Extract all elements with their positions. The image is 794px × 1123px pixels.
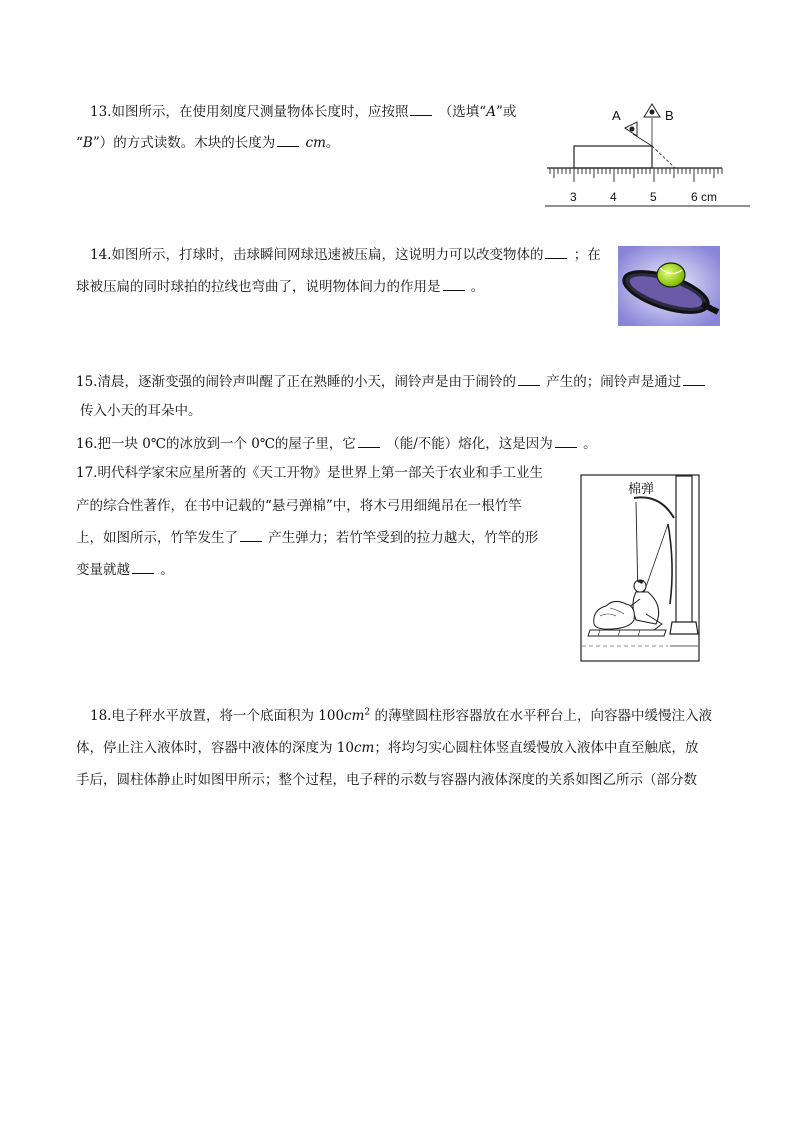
q17-line-4 xyxy=(76,559,174,580)
tick-label-5: 5 xyxy=(650,190,657,204)
q13-option-b: B xyxy=(82,135,93,151)
q18-area-value: 100 xyxy=(318,708,345,724)
q13-text: “ xyxy=(76,135,83,151)
q13-text: ”或 xyxy=(495,104,517,120)
q18-unit: cm xyxy=(353,740,375,756)
q13-line-1 xyxy=(90,101,516,122)
q13-unit: cm xyxy=(305,135,326,151)
label-a: A xyxy=(612,108,621,123)
q15-line-1 xyxy=(76,371,707,392)
tick-label-3: 3 xyxy=(570,190,577,204)
q15-blank-2[interactable] xyxy=(683,371,705,386)
q15-blank-1[interactable] xyxy=(518,371,540,386)
q17-text: 产生弹力；若竹竿受到的拉力越大，竹竿的形 xyxy=(268,530,539,546)
ruler-figure xyxy=(545,96,755,211)
q17-line-3 xyxy=(76,527,538,548)
q17-line-1 xyxy=(76,463,543,483)
q16-blank-2[interactable] xyxy=(555,433,577,448)
label-b: B xyxy=(665,108,674,123)
q17-line-2 xyxy=(76,496,522,516)
q13-blank-1[interactable] xyxy=(410,101,432,116)
q17-blank-1[interactable] xyxy=(240,527,262,542)
q15-text: 15.清晨，逐渐变强的闹铃声叫醒了正在熟睡的小天，闹铃声是由于闹铃的 xyxy=(76,374,516,390)
q14-blank-1[interactable] xyxy=(545,244,567,259)
tennis-racket-figure xyxy=(618,246,720,326)
q13-line-2 xyxy=(76,132,339,153)
q14-line-1 xyxy=(90,244,601,265)
q16-text: 16.把一块 0℃的冰放到一个 0℃的屋子里，它 xyxy=(76,436,356,452)
cotton-bow-figure xyxy=(580,474,700,662)
q18-unit: cm xyxy=(344,708,365,724)
tick-label-6cm: 6 cm xyxy=(691,190,718,204)
q18-text: 18.电子秤水平放置，将一个底面积为 xyxy=(90,708,319,724)
q16-blank-1[interactable] xyxy=(358,433,380,448)
q17-text: 17.明代科学家宋应星所著的《天工开物》是世界上第一部关于农业和手工业生 xyxy=(76,465,543,481)
q13-text: （选填“ xyxy=(438,104,487,120)
figure-label: 棉弹 xyxy=(628,482,655,497)
q15-text: 传入小天的耳朵中。 xyxy=(80,403,202,419)
q18-text: ；将均匀实心圆柱体竖直缓慢放入液体中直至触底，放 xyxy=(374,740,699,756)
wood-block xyxy=(574,146,652,168)
q16-text: 。 xyxy=(583,436,597,452)
ruler-ticks xyxy=(550,168,722,182)
q17-text: 产的综合性著作，在书中记载的“悬弓弹棉”中，将木弓用细绳吊在一根竹竿 xyxy=(76,498,522,514)
q14-text: 14.如图所示，打球时，击球瞬间网球迅速被压扁，这说明力可以改变物体的 xyxy=(90,247,544,263)
q16-text: （能/不能）熔化，这是因为 xyxy=(386,436,553,452)
q14-text: 球被压扁的同时球拍的拉线也弯曲了，说明物体间力的作用是 xyxy=(76,279,441,295)
q18-line-3 xyxy=(76,770,697,790)
q18-text: 的薄壁圆柱形容器放在水平秤台上，向容器中缓慢注入液 xyxy=(370,708,712,724)
q13-text: ”）的方式读数。木块的长度为 xyxy=(92,135,276,151)
eye-b-icon xyxy=(644,104,660,117)
q14-text: 。 xyxy=(470,279,485,295)
q18-line-2 xyxy=(76,738,698,758)
eye-a-icon xyxy=(625,122,637,136)
q17-blank-2[interactable] xyxy=(132,559,154,574)
q15-text: 产生的；闹铃声是通过 xyxy=(546,374,682,390)
q16-line-1 xyxy=(76,433,597,454)
q18-line-1 xyxy=(90,706,712,726)
q17-text: 上，如图所示，竹竿发生了 xyxy=(76,530,238,546)
q13-blank-2[interactable] xyxy=(277,132,299,147)
q14-blank-2[interactable] xyxy=(443,276,465,291)
q18-depth-value: 10 xyxy=(336,740,354,756)
q18-unit-exponent: 2 xyxy=(364,707,371,718)
q18-text: 体，停止注入液体时，容器中液体的深度为 xyxy=(76,740,337,756)
q18-text: 手后，圆柱体静止时如图甲所示；整个过程，电子秤的示数与容器内液体深度的关系如图乙所示（部分数 xyxy=(76,772,697,788)
tick-label-4: 4 xyxy=(610,190,617,204)
q17-text: 。 xyxy=(160,562,174,578)
q13-text: 。 xyxy=(325,135,340,151)
q13-option-a: A xyxy=(486,104,496,120)
bamboo-pole xyxy=(676,476,692,624)
tennis-ball xyxy=(657,263,685,287)
sight-line-a-ext xyxy=(652,146,675,168)
q13-text: 13.如图所示，在使用刻度尺测量物体长度时，应按照 xyxy=(90,104,409,120)
pole-base xyxy=(670,622,698,634)
q17-text: 变量就越 xyxy=(76,562,130,578)
q14-text: ；在 xyxy=(573,247,601,263)
q14-line-2 xyxy=(76,276,484,297)
q15-line-2 xyxy=(80,401,202,421)
